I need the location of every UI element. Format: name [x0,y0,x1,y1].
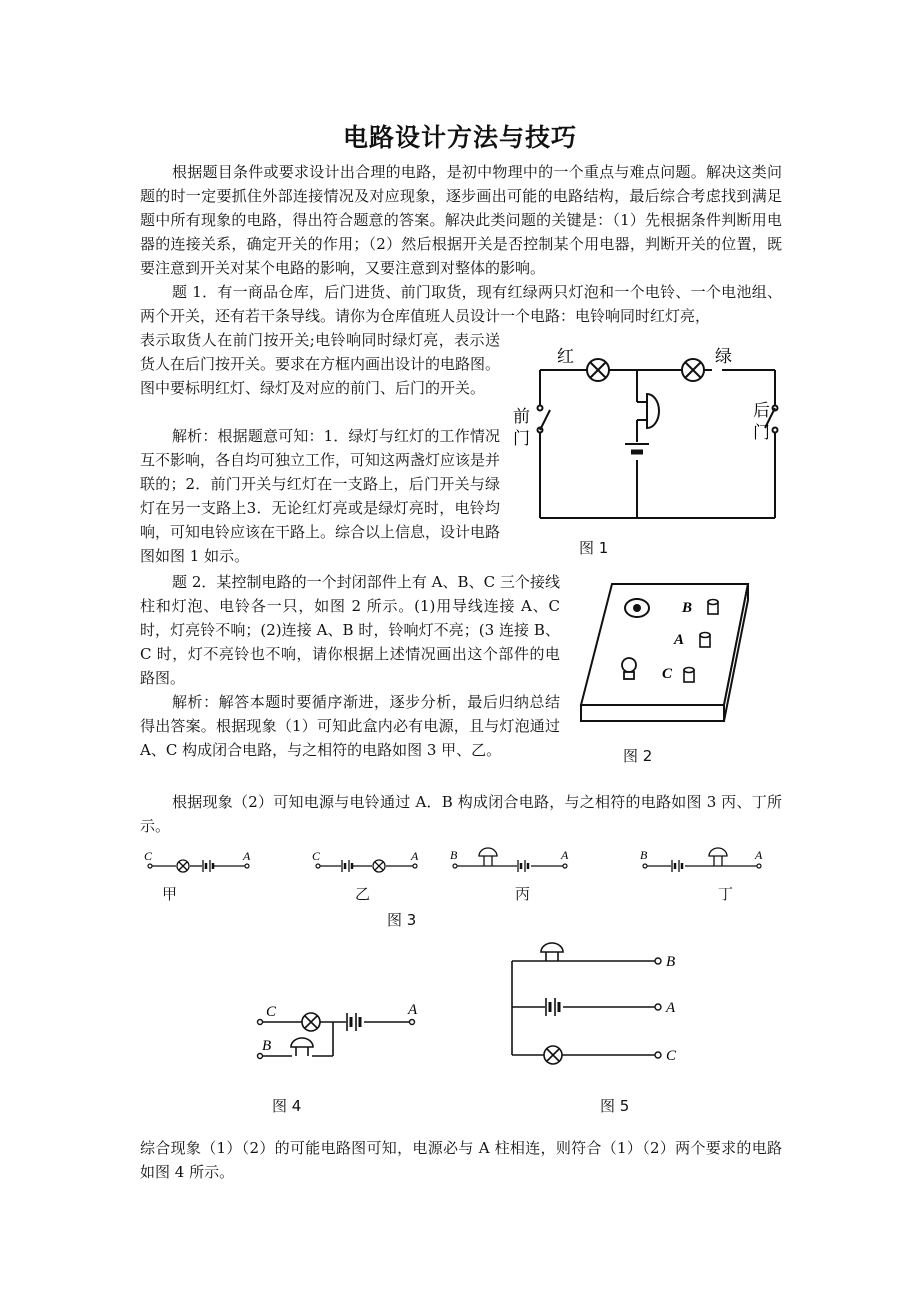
battery-icon [203,860,213,872]
figure-5-circuit [500,935,685,1070]
terminal-c-label: C [144,849,153,863]
lamp-icon [302,1013,320,1031]
bell-icon [625,599,649,617]
lamp-icon [544,1046,562,1064]
bell-icon [479,848,497,866]
figure-1-circuit [505,330,795,530]
terminal-a-label: A [561,848,569,862]
terminal-b-label: B [640,848,648,862]
terminal-c-label: C [662,666,673,682]
front-door-label-2: 门 [513,429,530,449]
bulb-icon [622,658,636,679]
terminal-b-label: B [450,848,458,862]
front-door-switch-icon [538,406,551,433]
terminal-a-label: A [411,849,419,863]
figure-3-circuit-bing [445,840,575,878]
bell-icon [709,848,727,866]
figure-2-box [578,578,778,738]
green-lamp-label: 绿 [715,347,732,367]
terminal-a-label: A [243,849,251,863]
terminal-c-label: C [666,1048,677,1064]
battery-icon [342,860,352,872]
question-2: 题 2．某控制电路的一个封闭部件上有 A、B、C 三个接线柱和灯泡、电铃各一只，如图 2 所示。(1)用导线连接 A、C 时，灯亮铃不响；(2)连接 A、B 时，铃响灯不亮；(3 连接 B、C 时，灯不亮铃也不响，请你根据上述情况画出这个部件的电路图。 [140,573,560,687]
figure-3-circuit-ding [635,840,770,878]
battery-icon [518,860,528,872]
question-2-analysis: 解析：解答本题时要循序渐进，逐步分析，最后归纳总结得出答案。根据现象（1）可知此盒内必有电源，且与灯泡通过 A、C 构成闭合电路，与之相符的电路如图 3 甲、乙。 [140,693,560,759]
back-door-label-1: 后 [753,401,770,421]
figure-1-caption: 图 1 [579,539,609,557]
figure-3-caption: 图 3 [387,911,417,929]
figure-3-label-yi: 乙 [355,885,371,903]
lamp-icon [373,860,385,872]
battery-icon [546,998,559,1016]
question-1-analysis: 解析：根据题意可知：1．绿灯与红灯的工作情况互不影响，各自均可独立工作，可知这两盏灯应该是并联的；2．前门开关与红灯在一支路上，后门开关与绿灯在另一支路上3．无论红灯亮或是绿灯亮时，电铃均响，可知电铃应该在干路上。综合以上信息，设计电路图如图 1 如示。 [140,427,501,565]
bell-icon [541,943,563,961]
terminal-b-icon [708,600,718,615]
terminal-a-label: A [674,632,685,648]
figure-5-caption: 图 5 [600,1097,630,1115]
front-door-label-1: 前 [513,407,530,427]
conclusion-paragraph: 综合现象（1）（2）的可能电路图可知，电源必与 A 柱相连，则符合（1）（2）两个要求的电路如图 4 所示。 [140,1139,782,1181]
question-1-lead: 题 1．有一商品仓库，后门进货、前门取货，现有红绿两只灯泡和一个电铃、一个电池组、两个开关，还有若干条导线。请你为仓库值班人员设计一个电路：电铃响同时红灯亮， [140,283,782,325]
intro-paragraph: 根据题目条件或要求设计出合理的电路，是初中物理中的一个重点与难点问题。解决这类问题的时一定要抓住外部连接情况及对应现象，逐步画出可能的电路结构，最后综合考虑找到满足题中所有现象的电路，得出符合题意的答案。解决此类问题的关键是：（1）先根据条件判断用电器的连接关系，确定开关的作用；（2）然后根据开关是否控制某个用电器，判断开关的位置，既要注意到开关对某个电路的影响，又要注意到对整体的影响。 [140,163,782,277]
battery-icon [347,1013,360,1031]
terminal-a-icon [700,633,710,648]
terminal-b-label: B [262,1038,272,1054]
lamp-icon [177,860,189,872]
figure-2-caption: 图 2 [623,747,653,765]
question-1-rest: 表示取货人在前门按开关;电铃响同时绿灯亮，表示送货人在后门按开关。要求在方框内画出设计的电路图。图中要标明红灯、绿灯及对应的前门、后门的开关。 [140,331,501,397]
figure-3-label-ding: 丁 [718,885,734,903]
figure-3-circuit-jia [140,848,260,878]
figure-3-label-bing: 丙 [515,885,531,903]
terminal-b-label: B [666,954,676,970]
figure-4-caption: 图 4 [272,1097,302,1115]
terminal-a-label: A [408,1002,418,1018]
battery-icon [672,860,682,872]
terminal-c-label: C [266,1004,277,1020]
green-lamp-icon [682,359,704,381]
figure-3-circuit-yi [308,848,428,878]
terminal-c-label: C [312,849,321,863]
bell-icon [291,1038,313,1056]
phenomenon-2-paragraph: 根据现象（2）可知电源与电铃通过 A．B 构成闭合电路，与之相符的电路如图 3 丙、丁所示。 [140,793,782,835]
figure-4-circuit [248,995,433,1075]
red-lamp-label: 红 [557,347,574,367]
terminal-b-label: B [682,600,693,616]
terminal-a-label: A [666,1000,676,1016]
figure-3-label-jia: 甲 [162,885,178,903]
bell-icon [637,394,659,428]
terminal-a-label: A [755,848,763,862]
terminal-c-icon [684,668,694,683]
battery-icon [625,444,649,452]
page-title: 电路设计方法与技巧 [342,123,577,152]
back-door-label-2: 门 [753,423,770,443]
red-lamp-icon [587,359,609,381]
